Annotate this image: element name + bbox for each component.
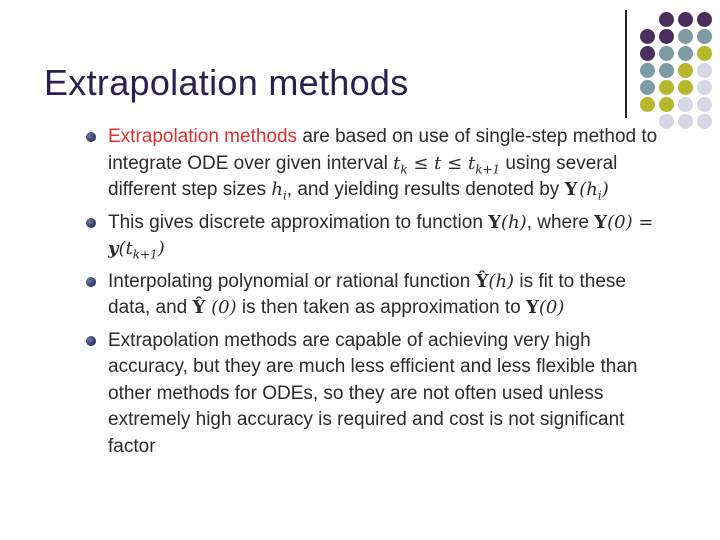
decorative-dot-grid	[640, 12, 712, 129]
decorative-dot	[697, 80, 712, 95]
bullet-text: , where	[526, 211, 595, 233]
decorative-dot	[697, 63, 712, 78]
bullet-text: is then taken as approximation to	[236, 297, 526, 318]
decorative-dot	[697, 114, 712, 129]
math-results: Y $(h_i)$	[564, 179, 609, 203]
decorative-dot	[678, 63, 693, 78]
decorative-dot	[678, 80, 693, 95]
bullet-item-accuracy-tradeoff	[86, 328, 666, 461]
math-condition: $Y(0) = y(t_{k+1})$	[108, 211, 654, 262]
bullet-text: , and yielding results denoted by	[286, 179, 565, 200]
decorative-dot	[640, 80, 655, 95]
decorative-dot	[659, 29, 674, 44]
highlighted-term: Extrapolation methods	[108, 126, 298, 147]
bullet-text: Interpolating polynomial or rational function	[108, 270, 476, 292]
bullet-icon	[86, 336, 96, 346]
bullet-list	[86, 124, 666, 466]
decorative-dot	[640, 46, 655, 61]
bullet-text: Extrapolation methods are capable of achieving very high accuracy, but they are much less efficient and less flexible than other methods for ODEs, so they are not often used unless extremely high accuracy is required and cost is not significant factor	[108, 329, 638, 457]
decorative-dot	[659, 63, 674, 78]
decorative-dot	[678, 114, 693, 129]
math-function: Y(h)	[488, 211, 527, 233]
math-fit-function: Ŷ(h)	[475, 270, 515, 292]
decorative-dot	[640, 97, 655, 112]
decorative-dot	[678, 46, 693, 61]
decorative-dot	[697, 46, 712, 61]
bullet-text: This gives discrete approximation to function	[108, 211, 489, 233]
decorative-dot	[659, 80, 674, 95]
slide-title: Extrapolation methods	[44, 62, 409, 103]
bullet-item-interpolating-polynomial	[86, 269, 666, 322]
bullet-text: are based on use of single-step method to integrate ODE over given interval	[108, 126, 658, 174]
bullet-item-extrapolation-definition	[86, 124, 666, 204]
decorative-dot	[640, 29, 655, 44]
title-divider-line	[625, 10, 627, 118]
bullet-icon	[86, 277, 96, 287]
math-fit-at-zero: Ŷ (0)	[192, 297, 237, 318]
decorative-dot	[678, 97, 693, 112]
math-approximation-target: Y(0)	[526, 297, 565, 318]
bullet-icon	[86, 218, 96, 228]
math-interval: $t_k \le t \le t_{k+1}$	[393, 152, 501, 177]
decorative-dot	[659, 46, 674, 61]
math-step-size: $h_i$	[271, 179, 287, 203]
bullet-text: is fit to these data, and	[108, 270, 627, 318]
bullet-icon	[86, 132, 96, 142]
decorative-dot	[697, 97, 712, 112]
decorative-dot	[697, 29, 712, 44]
bullet-text: using several different step sizes	[108, 152, 618, 200]
decorative-dot	[659, 12, 674, 27]
decorative-dot	[678, 12, 693, 27]
decorative-dot	[678, 29, 693, 44]
decorative-dot	[640, 63, 655, 78]
decorative-dot	[659, 97, 674, 112]
decorative-dot	[697, 12, 712, 27]
bullet-item-discrete-approximation	[86, 210, 666, 263]
